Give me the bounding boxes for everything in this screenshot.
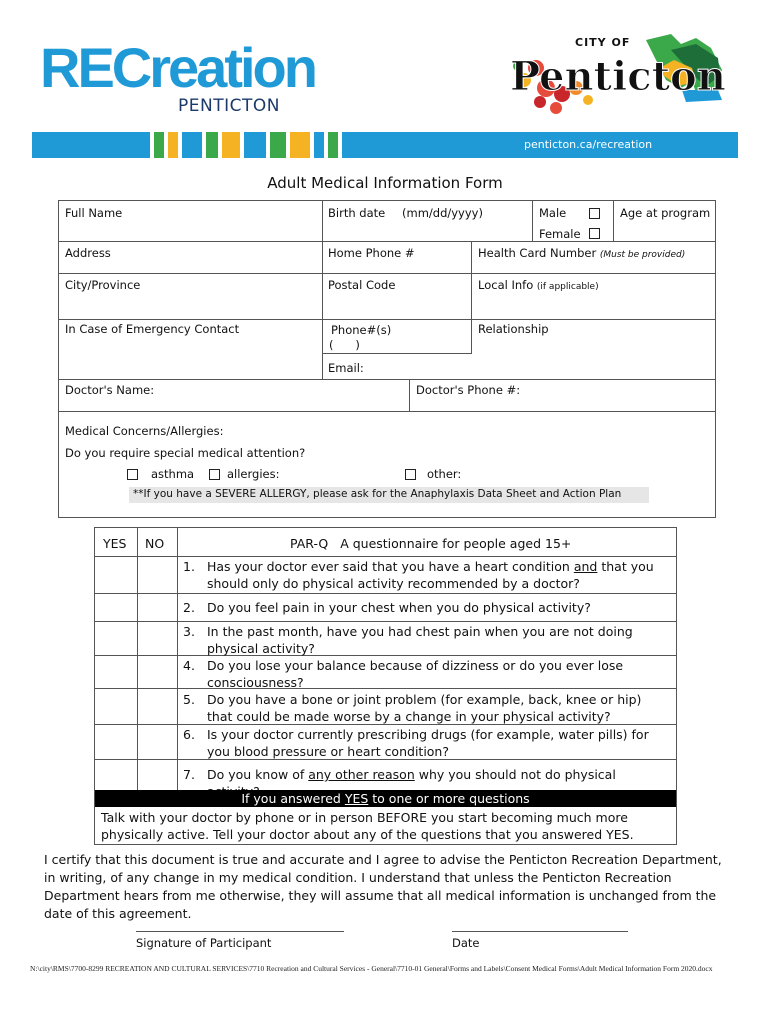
no-header: NO bbox=[145, 536, 165, 551]
question-2 bbox=[183, 599, 669, 616]
question-underline: and bbox=[573, 559, 598, 574]
asthma-label: asthma bbox=[151, 467, 195, 481]
yes-header: YES bbox=[103, 536, 127, 551]
recreation-logo-sub: PENTICTON bbox=[178, 96, 280, 116]
local-info-label bbox=[478, 278, 599, 292]
question-text: Do you lose your balance because of dizziness or do you ever lose consciousness? bbox=[207, 658, 624, 690]
question-text: Is your doctor currently prescribing drugs (for example, water pills) for you blood pressure or heart condition? bbox=[207, 727, 649, 759]
question-number: 5. bbox=[183, 692, 195, 707]
health-card-label bbox=[478, 246, 685, 260]
severe-allergy-note: **If you have a SEVERE ALLERGY, please ask for the Anaphylaxis Data Sheet and Action Plan bbox=[133, 488, 622, 500]
certify-statement: I certify that this document is true and accurate and I agree to advise the Penticton Recreation Department, in writing, of any change in my medical condition. I understand that unless the Penticton Recreation Department hears from me otherwise, they will assume that all medical information is unchanged from the date of this agreement. bbox=[44, 852, 722, 921]
parq-advice: Talk with your doctor by phone or in person BEFORE you start becoming much more physically active. Tell your doctor about any of the questions that you answered YES. bbox=[101, 810, 634, 842]
address-label: Address bbox=[65, 246, 111, 260]
signature-label: Signature of Participant bbox=[136, 936, 272, 950]
health-card-text: Health Card Number bbox=[478, 246, 597, 260]
question-text-post: that you should only do physical activity recommended by a doctor? bbox=[207, 559, 654, 591]
male-label: Male bbox=[539, 206, 567, 220]
header-stripe bbox=[32, 132, 738, 158]
file-path-footer: N:\city\RMS\7700-8299 RECREATION AND CULTURAL SERVICES\7710 Recreation and Cultural Services - General\7710-01 General\Forms and Labels\Consent Medical Forms\Adult Medical Information Form 2020.docx bbox=[30, 964, 713, 973]
stripe-block bbox=[222, 132, 240, 158]
home-phone-label: Home Phone # bbox=[328, 246, 415, 260]
question-text-post: why you should not do physical bbox=[418, 767, 616, 782]
question-number: 4. bbox=[183, 658, 195, 673]
stripe-block bbox=[182, 132, 202, 158]
stripe-block bbox=[244, 132, 266, 158]
banner-text: If you answered bbox=[241, 791, 345, 806]
stripe-block bbox=[314, 132, 324, 158]
question-text: Do you know of bbox=[207, 767, 309, 782]
male-checkbox[interactable] bbox=[589, 208, 600, 219]
female-checkbox[interactable] bbox=[589, 228, 600, 239]
question-3 bbox=[183, 623, 669, 657]
health-card-note: (Must be provided) bbox=[599, 250, 686, 260]
stripe-block bbox=[206, 132, 218, 158]
question-number: 1. bbox=[183, 559, 195, 574]
question-number: 3. bbox=[183, 624, 195, 639]
banner-yes: YES bbox=[344, 791, 369, 806]
question-number: 2. bbox=[183, 600, 195, 615]
city-of-label: CITY OF bbox=[575, 36, 631, 49]
parq-title: PAR-Q A questionnaire for people aged 15+ bbox=[290, 536, 572, 551]
other-label: other: bbox=[427, 467, 462, 481]
info-form bbox=[58, 200, 716, 518]
local-info-text: Local Info bbox=[478, 278, 534, 292]
special-attention-label: Do you require special medical attention? bbox=[65, 446, 306, 460]
recreation-logo: RECreation bbox=[40, 36, 315, 99]
stripe-block bbox=[290, 132, 310, 158]
medical-concerns-label: Medical Concerns/Allergies: bbox=[65, 424, 224, 438]
banner-text-post: to one or more questions bbox=[368, 791, 530, 806]
female-label: Female bbox=[539, 227, 581, 241]
birth-format-label: (mm/dd/yyyy) bbox=[402, 206, 483, 220]
date-line[interactable] bbox=[452, 931, 628, 932]
question-5 bbox=[183, 691, 669, 725]
postal-label: Postal Code bbox=[328, 278, 396, 292]
question-text: Do you have a bone or joint problem (for example, back, knee or hip) that could be made worse by a change in your physical activity? bbox=[207, 692, 642, 724]
signature-line[interactable] bbox=[136, 931, 344, 932]
question-1 bbox=[183, 558, 669, 592]
doctor-phone-label: Doctor's Phone #: bbox=[416, 383, 521, 397]
emergency-label: In Case of Emergency Contact bbox=[65, 322, 240, 336]
question-text: In the past month, have you had chest pain when you are not doing physical activity? bbox=[207, 624, 633, 656]
phone-paren: ( ) bbox=[329, 338, 360, 352]
recreation-url[interactable]: penticton.ca/recreation bbox=[524, 138, 653, 151]
stripe-block bbox=[168, 132, 178, 158]
question-6 bbox=[183, 726, 669, 760]
stripe-block bbox=[154, 132, 164, 158]
phones-label: Phone#(s) bbox=[331, 323, 392, 337]
birth-date-label: Birth date bbox=[328, 206, 386, 220]
allergies-checkbox[interactable] bbox=[209, 469, 220, 480]
date-label: Date bbox=[452, 936, 480, 950]
stripe-block bbox=[328, 132, 338, 158]
parq-banner bbox=[95, 790, 676, 807]
stripe-block bbox=[32, 132, 150, 158]
allergies-label: allergies: bbox=[227, 467, 280, 481]
asthma-checkbox[interactable] bbox=[127, 469, 138, 480]
question-text: Has your doctor ever said that you have a heart condition bbox=[207, 559, 574, 574]
age-label: Age at program bbox=[620, 206, 711, 220]
question-number: 7. bbox=[183, 767, 195, 782]
relationship-label: Relationship bbox=[478, 322, 549, 336]
city-label: City/Province bbox=[65, 278, 141, 292]
other-checkbox[interactable] bbox=[405, 469, 416, 480]
doctor-name-label: Doctor's Name: bbox=[65, 383, 155, 397]
full-name-label: Full Name bbox=[65, 206, 123, 220]
question-4 bbox=[183, 657, 669, 691]
stripe-block bbox=[270, 132, 286, 158]
city-name: Penticton bbox=[510, 53, 726, 100]
question-underline: any other reason bbox=[308, 767, 415, 782]
question-text: Do you feel pain in your chest when you do physical activity? bbox=[207, 600, 591, 615]
form-title: Adult Medical Information Form bbox=[267, 174, 503, 192]
stripe-url-block bbox=[342, 132, 738, 158]
question-number: 6. bbox=[183, 727, 195, 742]
parq-table bbox=[94, 527, 677, 845]
local-info-note: (if applicable) bbox=[536, 282, 599, 292]
email-label: Email: bbox=[328, 361, 364, 375]
